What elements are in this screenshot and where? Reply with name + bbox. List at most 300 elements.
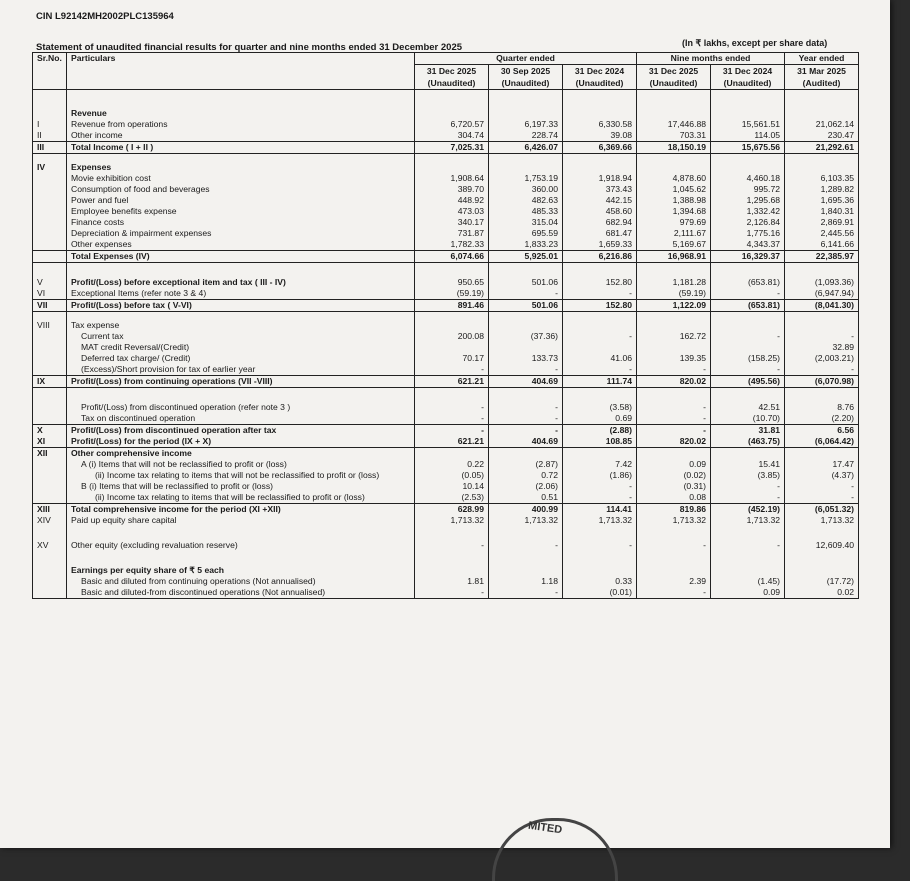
row-value: -: [637, 364, 711, 376]
row-value: (59.19): [415, 288, 489, 300]
row-value: 16,329.37: [711, 251, 785, 263]
row-value: 41.06: [563, 353, 637, 364]
spacer-cell: [637, 388, 711, 403]
unit-note: (In ₹ lakhs, except per share data): [682, 38, 828, 48]
spacer-cell: [489, 388, 563, 403]
row-srno: II: [33, 130, 67, 142]
row-deprec: [33, 228, 859, 239]
spacer-row: [33, 551, 859, 565]
row-value: 15,675.56: [711, 142, 785, 154]
spacer-row: [33, 154, 859, 163]
row-cont-ops: [33, 376, 859, 388]
row-value: 340.17: [415, 217, 489, 228]
header-status: (Unaudited): [563, 77, 637, 90]
row-movie: [33, 173, 859, 184]
row-value: 21,292.61: [785, 142, 859, 154]
row-value: [711, 565, 785, 576]
row-value: 891.46: [415, 300, 489, 312]
row-value: 42.51: [711, 402, 785, 413]
row-value: -: [563, 364, 637, 376]
row-value: [415, 320, 489, 331]
row-value: 820.02: [637, 376, 711, 388]
row-value: (1,093.36): [785, 277, 859, 288]
row-srno: [33, 184, 67, 195]
row-exceptional: [33, 288, 859, 300]
row-value: 628.99: [415, 504, 489, 516]
row-value: (3.85): [711, 470, 785, 481]
row-srno: [33, 353, 67, 364]
spacer-cell: [67, 551, 415, 565]
row-srno: [33, 239, 67, 251]
row-srno: [33, 206, 67, 217]
row-label: A (i) Items that will not be reclassified to profit or (loss): [67, 459, 415, 470]
row-value: 995.72: [711, 184, 785, 195]
row-value: [637, 342, 711, 353]
row-srno: V: [33, 277, 67, 288]
row-value: (4.37): [785, 470, 859, 481]
spacer-cell: [489, 526, 563, 540]
row-value: -: [711, 481, 785, 492]
row-value: 1,775.16: [711, 228, 785, 239]
row-value: 404.69: [489, 376, 563, 388]
row-value: 6,426.07: [489, 142, 563, 154]
row-srno: [33, 331, 67, 342]
row-value: [785, 108, 859, 119]
header-status: (Unaudited): [637, 77, 711, 90]
row-value: (463.75): [711, 436, 785, 448]
row-srno: [33, 492, 67, 504]
row-value: [563, 342, 637, 353]
header-status: (Unaudited): [711, 77, 785, 90]
row-srno: [33, 217, 67, 228]
row-value: -: [415, 587, 489, 599]
row-srno: VI: [33, 288, 67, 300]
row-value: 6,197.33: [489, 119, 563, 130]
spacer-cell: [563, 551, 637, 565]
row-label: Profit/(Loss) from discontinued operation after tax: [67, 425, 415, 437]
row-eps-cont: [33, 576, 859, 587]
row-oci-head: [33, 448, 859, 460]
row-value: 2,126.84: [711, 217, 785, 228]
row-label: Tax expense: [67, 320, 415, 331]
header-quarter-ended: Quarter ended: [415, 53, 637, 65]
row-value: (6,051.32): [785, 504, 859, 516]
spacer-cell: [637, 154, 711, 163]
row-value: (2.53): [415, 492, 489, 504]
row-value: 373.43: [563, 184, 637, 195]
row-value: 152.80: [563, 277, 637, 288]
row-value: 1,713.32: [785, 515, 859, 526]
row-value: [785, 162, 859, 173]
spacer-cell: [33, 551, 67, 565]
header-date: 31 Dec 2024: [711, 65, 785, 78]
row-value: 731.87: [415, 228, 489, 239]
row-value: -: [711, 540, 785, 551]
row-value: (2.20): [785, 413, 859, 425]
row-label: Profit/(Loss) from discontinued operation (refer note 3 ): [67, 402, 415, 413]
row-value: 1,713.32: [415, 515, 489, 526]
spacer-cell: [489, 90, 563, 109]
row-value: -: [637, 540, 711, 551]
row-exp-head: [33, 162, 859, 173]
row-srno: XII: [33, 448, 67, 460]
row-value: -: [489, 425, 563, 437]
row-value: [785, 320, 859, 331]
row-value: (6,947.94): [785, 288, 859, 300]
row-value: [563, 320, 637, 331]
row-value: (6,064.42): [785, 436, 859, 448]
row-revenue-head: [33, 108, 859, 119]
row-value: 681.47: [563, 228, 637, 239]
row-value: -: [415, 364, 489, 376]
row-value: [415, 448, 489, 460]
row-srno: X: [33, 425, 67, 437]
row-value: [637, 448, 711, 460]
row-value: 152.80: [563, 300, 637, 312]
row-value: -: [415, 402, 489, 413]
row-value: 979.69: [637, 217, 711, 228]
header-srno: Sr.No.: [33, 53, 67, 90]
spacer-cell: [489, 154, 563, 163]
row-value: [711, 162, 785, 173]
row-value: 16,968.91: [637, 251, 711, 263]
spacer-cell: [563, 154, 637, 163]
row-value: [489, 565, 563, 576]
row-value: (17.72): [785, 576, 859, 587]
row-value: -: [563, 492, 637, 504]
row-label: Consumption of food and beverages: [67, 184, 415, 195]
row-tci: [33, 504, 859, 516]
row-deferred: [33, 353, 859, 364]
row-food: [33, 184, 859, 195]
row-value: -: [785, 481, 859, 492]
row-oci-b2: [33, 492, 859, 504]
row-value: 501.06: [489, 277, 563, 288]
spacer-cell: [67, 526, 415, 540]
spacer-cell: [711, 388, 785, 403]
row-value: 1,782.33: [415, 239, 489, 251]
row-value: 162.72: [637, 331, 711, 342]
financial-results-table: [32, 52, 859, 599]
row-label: MAT credit Reversal/(Credit): [67, 342, 415, 353]
row-label: Expenses: [67, 162, 415, 173]
spacer-cell: [33, 526, 67, 540]
row-value: -: [785, 331, 859, 342]
row-value: 1,840.31: [785, 206, 859, 217]
spacer-cell: [33, 154, 67, 163]
row-value: -: [637, 413, 711, 425]
row-value: [489, 320, 563, 331]
row-value: 1,695.36: [785, 195, 859, 206]
row-value: 39.08: [563, 130, 637, 142]
row-disc-tax: [33, 413, 859, 425]
spacer-cell: [489, 551, 563, 565]
row-value: [637, 162, 711, 173]
row-value: 17,446.88: [637, 119, 711, 130]
spacer-cell: [637, 90, 711, 109]
row-value: -: [637, 402, 711, 413]
header-date: 31 Dec 2025: [415, 65, 489, 78]
row-label: Movie exhibition cost: [67, 173, 415, 184]
row-value: (1.86): [563, 470, 637, 481]
row-excess: [33, 364, 859, 376]
header-date: 31 Mar 2025: [785, 65, 859, 78]
row-total-exp: [33, 251, 859, 263]
row-label: Earnings per equity share of ₹ 5 each: [67, 565, 415, 576]
spacer-cell: [67, 154, 415, 163]
row-equity: [33, 515, 859, 526]
header-status: (Audited): [785, 77, 859, 90]
spacer-cell: [33, 90, 67, 109]
row-value: 482.63: [489, 195, 563, 206]
row-oci-a: [33, 459, 859, 470]
spacer-cell: [563, 526, 637, 540]
row-value: -: [711, 288, 785, 300]
spacer-cell: [33, 388, 67, 403]
row-value: 6,074.66: [415, 251, 489, 263]
spacer-cell: [785, 388, 859, 403]
row-srno: [33, 173, 67, 184]
row-value: -: [415, 413, 489, 425]
header-date: 31 Dec 2025: [637, 65, 711, 78]
row-value: [415, 108, 489, 119]
row-eps-head: [33, 565, 859, 576]
row-value: 0.51: [489, 492, 563, 504]
row-value: [415, 162, 489, 173]
row-label: Profit/(Loss) from continuing operations (VII -VIII): [67, 376, 415, 388]
row-srno: [33, 251, 67, 263]
row-label: Total Expenses (IV): [67, 251, 415, 263]
spacer-row: [33, 526, 859, 540]
row-value: 7,025.31: [415, 142, 489, 154]
row-value: 1,908.64: [415, 173, 489, 184]
row-label: Basic and diluted from continuing operations (Not annualised): [67, 576, 415, 587]
row-value: 458.60: [563, 206, 637, 217]
row-label: Revenue: [67, 108, 415, 119]
row-value: 442.15: [563, 195, 637, 206]
spacer-cell: [33, 312, 67, 321]
row-srno: XI: [33, 436, 67, 448]
row-srno: IV: [33, 162, 67, 173]
row-value: 360.00: [489, 184, 563, 195]
row-value: 114.05: [711, 130, 785, 142]
header-year-ended: Year ended: [785, 53, 859, 65]
row-value: (0.02): [637, 470, 711, 481]
header-particulars: Particulars: [67, 53, 415, 90]
row-value: 1,713.32: [711, 515, 785, 526]
row-value: -: [563, 481, 637, 492]
row-value: [489, 342, 563, 353]
row-label: (Excess)/Short provision for tax of earlier year: [67, 364, 415, 376]
row-value: 0.02: [785, 587, 859, 599]
row-value: 0.72: [489, 470, 563, 481]
row-value: 485.33: [489, 206, 563, 217]
spacer-cell: [563, 90, 637, 109]
row-value: (653.81): [711, 277, 785, 288]
row-label: Other income: [67, 130, 415, 142]
row-value: 12,609.40: [785, 540, 859, 551]
row-srno: [33, 481, 67, 492]
row-value: (495.56): [711, 376, 785, 388]
row-value: (3.58): [563, 402, 637, 413]
row-value: (2.06): [489, 481, 563, 492]
row-srno: [33, 228, 67, 239]
row-value: 0.09: [637, 459, 711, 470]
row-srno: [33, 195, 67, 206]
row-value: -: [711, 331, 785, 342]
row-srno: [33, 565, 67, 576]
row-value: 819.86: [637, 504, 711, 516]
row-value: 2.39: [637, 576, 711, 587]
row-value: 70.17: [415, 353, 489, 364]
spacer-cell: [67, 312, 415, 321]
row-value: 820.02: [637, 436, 711, 448]
spacer-cell: [489, 263, 563, 278]
row-value: 114.41: [563, 504, 637, 516]
row-label: Total Income ( I + II ): [67, 142, 415, 154]
row-value: [637, 565, 711, 576]
row-label: Profit/(Loss) before exceptional item and tax ( III - IV): [67, 277, 415, 288]
row-value: 21,062.14: [785, 119, 859, 130]
row-value: 139.35: [637, 353, 711, 364]
row-total-inc: [33, 142, 859, 154]
spacer-cell: [489, 312, 563, 321]
row-value: 1,833.23: [489, 239, 563, 251]
row-srno: [33, 413, 67, 425]
row-value: -: [415, 425, 489, 437]
row-label: (ii) Income tax relating to items that will not be reclassified to profit or (loss): [67, 470, 415, 481]
row-value: 7.42: [563, 459, 637, 470]
row-value: [711, 448, 785, 460]
row-value: 389.70: [415, 184, 489, 195]
row-value: 695.59: [489, 228, 563, 239]
row-value: 0.69: [563, 413, 637, 425]
row-label: Other equity (excluding revaluation reserve): [67, 540, 415, 551]
spacer-cell: [563, 312, 637, 321]
row-srno: VII: [33, 300, 67, 312]
row-label: B (i) Items that will be reclassified to profit or (loss): [67, 481, 415, 492]
spacer-cell: [415, 263, 489, 278]
row-srno: [33, 576, 67, 587]
spacer-cell: [785, 90, 859, 109]
row-label: Paid up equity share capital: [67, 515, 415, 526]
spacer-cell: [67, 388, 415, 403]
spacer-cell: [637, 551, 711, 565]
row-value: 1.81: [415, 576, 489, 587]
spacer-cell: [637, 526, 711, 540]
row-value: (2.87): [489, 459, 563, 470]
row-finance: [33, 217, 859, 228]
row-value: 1,295.68: [711, 195, 785, 206]
row-label: Power and fuel: [67, 195, 415, 206]
row-value: [563, 448, 637, 460]
row-value: (6,070.98): [785, 376, 859, 388]
row-oci-b: [33, 481, 859, 492]
row-value: 6,369.66: [563, 142, 637, 154]
row-label: Profit/(Loss) for the period (IX + X): [67, 436, 415, 448]
row-label: Tax on discontinued operation: [67, 413, 415, 425]
row-value: 1,122.09: [637, 300, 711, 312]
row-label: Finance costs: [67, 217, 415, 228]
row-value: 6.56: [785, 425, 859, 437]
row-value: 230.47: [785, 130, 859, 142]
row-value: -: [489, 540, 563, 551]
row-value: 1.18: [489, 576, 563, 587]
row-srno: [33, 402, 67, 413]
row-value: 501.06: [489, 300, 563, 312]
row-label: Current tax: [67, 331, 415, 342]
spacer-cell: [415, 312, 489, 321]
row-srno: XIII: [33, 504, 67, 516]
row-mat: [33, 342, 859, 353]
header-status: (Unaudited): [415, 77, 489, 90]
row-eps-disc: [33, 587, 859, 599]
row-value: -: [563, 331, 637, 342]
row-value: 5,925.01: [489, 251, 563, 263]
row-label: Depreciation & impairment expenses: [67, 228, 415, 239]
row-value: (37.36): [489, 331, 563, 342]
row-value: 31.81: [711, 425, 785, 437]
row-value: 0.09: [711, 587, 785, 599]
spacer-cell: [785, 312, 859, 321]
row-value: 15.41: [711, 459, 785, 470]
row-value: 1,659.33: [563, 239, 637, 251]
row-label: Revenue from operations: [67, 119, 415, 130]
row-value: 1,045.62: [637, 184, 711, 195]
row-value: 4,460.18: [711, 173, 785, 184]
row-label: (ii) Income tax relating to items that will be reclassified to profit or (loss): [67, 492, 415, 504]
row-value: (2,003.21): [785, 353, 859, 364]
row-value: 315.04: [489, 217, 563, 228]
row-value: -: [489, 587, 563, 599]
row-disc-op: [33, 402, 859, 413]
row-disc-after: [33, 425, 859, 437]
spacer-cell: [415, 551, 489, 565]
row-value: 1,713.32: [637, 515, 711, 526]
row-value: [489, 162, 563, 173]
row-value: -: [563, 540, 637, 551]
row-label: Basic and diluted-from discontinued operations (Not annualised): [67, 587, 415, 599]
row-value: 448.92: [415, 195, 489, 206]
row-value: 108.85: [563, 436, 637, 448]
row-value: 32.89: [785, 342, 859, 353]
row-value: [637, 320, 711, 331]
row-value: 17.47: [785, 459, 859, 470]
row-pbe: [33, 277, 859, 288]
spacer-cell: [415, 388, 489, 403]
row-value: 703.31: [637, 130, 711, 142]
row-value: (0.31): [637, 481, 711, 492]
row-employee: [33, 206, 859, 217]
row-value: [563, 565, 637, 576]
spacer-cell: [637, 312, 711, 321]
row-current-tax: [33, 331, 859, 342]
row-value: [563, 108, 637, 119]
row-srno: XIV: [33, 515, 67, 526]
spacer-cell: [711, 154, 785, 163]
row-value: [415, 565, 489, 576]
row-power: [33, 195, 859, 206]
row-value: (0.05): [415, 470, 489, 481]
spacer-cell: [785, 263, 859, 278]
row-value: [489, 448, 563, 460]
row-value: 404.69: [489, 436, 563, 448]
row-value: [563, 162, 637, 173]
row-value: 1,289.82: [785, 184, 859, 195]
spacer-row: [33, 388, 859, 403]
row-value: 400.99: [489, 504, 563, 516]
row-value: (452.19): [711, 504, 785, 516]
